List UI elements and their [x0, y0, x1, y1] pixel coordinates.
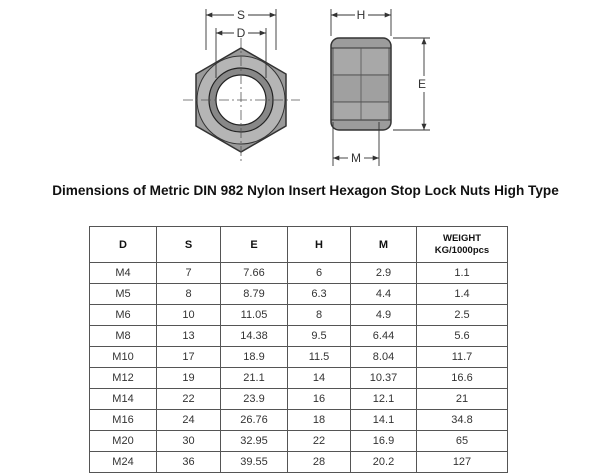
- cell-m: 12.1: [351, 389, 417, 410]
- cell-m: 2.9: [351, 263, 417, 284]
- cell-h: 18: [288, 410, 351, 431]
- table-row: [90, 263, 508, 284]
- header-h: H: [288, 227, 351, 263]
- table-row: [90, 410, 508, 431]
- header-d: D: [90, 227, 157, 263]
- cell-weight: 127: [417, 452, 508, 473]
- cell-h: 28: [288, 452, 351, 473]
- table-row: [90, 452, 508, 473]
- cell-e: 14.38: [221, 326, 288, 347]
- cell-d: M24: [90, 452, 157, 473]
- header-s: S: [157, 227, 221, 263]
- cell-m: 20.2: [351, 452, 417, 473]
- header-m: M: [351, 227, 417, 263]
- cell-h: 8: [288, 305, 351, 326]
- cell-d: M16: [90, 410, 157, 431]
- dimensions-table-container: [89, 226, 508, 473]
- cell-weight: 11.7: [417, 347, 508, 368]
- cell-m: 8.04: [351, 347, 417, 368]
- table-body: [90, 263, 508, 473]
- cell-h: 11.5: [288, 347, 351, 368]
- cell-m: 14.1: [351, 410, 417, 431]
- cell-e: 7.66: [221, 263, 288, 284]
- table-row: [90, 368, 508, 389]
- cell-s: 19: [157, 368, 221, 389]
- header-weight: [417, 227, 508, 263]
- table-header-row: [90, 227, 508, 263]
- cell-m: 4.4: [351, 284, 417, 305]
- cell-weight: 16.6: [417, 368, 508, 389]
- cell-h: 6: [288, 263, 351, 284]
- cell-e: 26.76: [221, 410, 288, 431]
- table-row: [90, 326, 508, 347]
- technical-drawing: [0, 0, 611, 180]
- cell-s: 22: [157, 389, 221, 410]
- cell-h: 9.5: [288, 326, 351, 347]
- cell-d: M12: [90, 368, 157, 389]
- table-row: [90, 389, 508, 410]
- label-d: D: [236, 26, 246, 40]
- cell-s: 17: [157, 347, 221, 368]
- cell-d: M10: [90, 347, 157, 368]
- cell-weight: 1.1: [417, 263, 508, 284]
- cell-e: 8.79: [221, 284, 288, 305]
- header-weight-line2: KG/1000pcs: [434, 244, 490, 256]
- cell-e: 32.95: [221, 431, 288, 452]
- cell-s: 36: [157, 452, 221, 473]
- header-weight-line1: WEIGHT: [443, 232, 481, 244]
- header-e: E: [221, 227, 288, 263]
- side-view: [331, 38, 391, 130]
- cell-weight: 2.5: [417, 305, 508, 326]
- cell-m: 10.37: [351, 368, 417, 389]
- label-e: E: [418, 77, 427, 91]
- cell-d: M4: [90, 263, 157, 284]
- cell-s: 8: [157, 284, 221, 305]
- cell-d: M14: [90, 389, 157, 410]
- table-row: [90, 284, 508, 305]
- table-row: [90, 431, 508, 452]
- cell-weight: 65: [417, 431, 508, 452]
- cell-d: M20: [90, 431, 157, 452]
- cell-weight: 21: [417, 389, 508, 410]
- cell-h: 22: [288, 431, 351, 452]
- cell-e: 39.55: [221, 452, 288, 473]
- label-s: S: [236, 8, 246, 22]
- cell-s: 30: [157, 431, 221, 452]
- page-title: Dimensions of Metric DIN 982 Nylon Insert Hexagon Stop Lock Nuts High Type: [52, 183, 559, 198]
- cell-m: 16.9: [351, 431, 417, 452]
- cell-s: 24: [157, 410, 221, 431]
- cell-h: 14: [288, 368, 351, 389]
- cell-d: M8: [90, 326, 157, 347]
- cell-d: M6: [90, 305, 157, 326]
- table-row: [90, 347, 508, 368]
- front-view: [183, 38, 300, 162]
- cell-s: 7: [157, 263, 221, 284]
- cell-h: 16: [288, 389, 351, 410]
- cell-e: 18.9: [221, 347, 288, 368]
- dimensions-table: [89, 226, 508, 473]
- cell-weight: 1.4: [417, 284, 508, 305]
- cell-weight: 5.6: [417, 326, 508, 347]
- cell-s: 13: [157, 326, 221, 347]
- cell-e: 11.05: [221, 305, 288, 326]
- cell-e: 21.1: [221, 368, 288, 389]
- cell-m: 6.44: [351, 326, 417, 347]
- cell-e: 23.9: [221, 389, 288, 410]
- cell-m: 4.9: [351, 305, 417, 326]
- cell-weight: 34.8: [417, 410, 508, 431]
- cell-s: 10: [157, 305, 221, 326]
- table-row: [90, 305, 508, 326]
- cell-d: M5: [90, 284, 157, 305]
- cell-h: 6.3: [288, 284, 351, 305]
- label-h: H: [356, 8, 366, 22]
- label-m: M: [351, 151, 361, 165]
